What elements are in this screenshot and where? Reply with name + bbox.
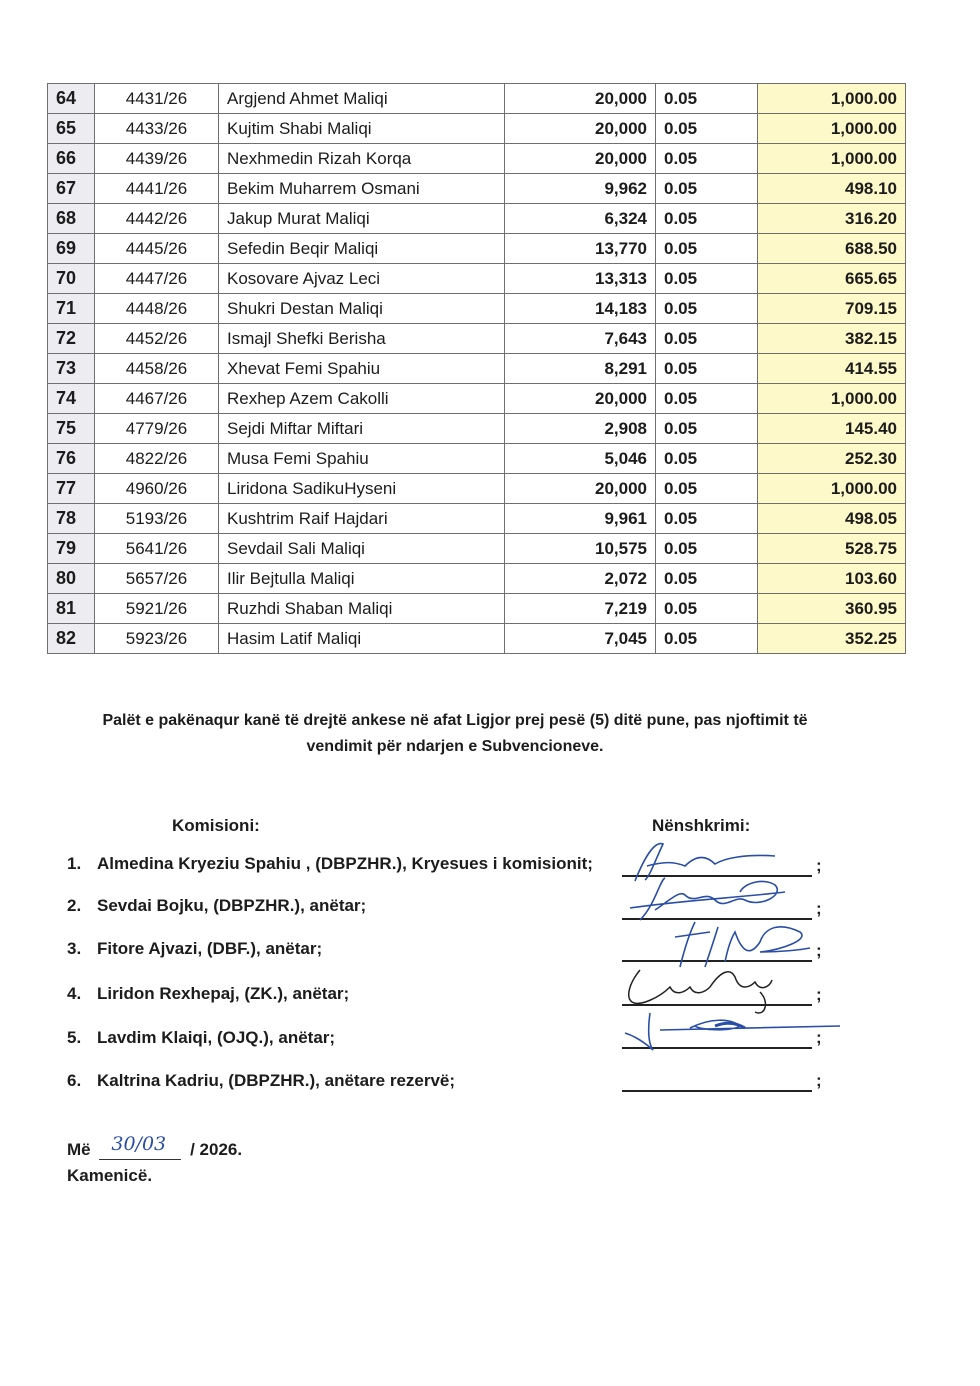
rate-cell: 0.05 bbox=[656, 594, 758, 624]
reference-cell: 4447/26 bbox=[95, 264, 219, 294]
area-cell: 2,072 bbox=[505, 564, 656, 594]
table-row bbox=[48, 384, 906, 414]
rate-cell: 0.05 bbox=[656, 324, 758, 354]
row-number: 80 bbox=[48, 564, 95, 594]
table-row bbox=[48, 264, 906, 294]
area-cell: 14,183 bbox=[505, 294, 656, 324]
reference-cell: 4431/26 bbox=[95, 84, 219, 114]
member-number: 4. bbox=[67, 984, 82, 1003]
rate-cell: 0.05 bbox=[656, 624, 758, 654]
date-handwritten: 30/03 bbox=[111, 1133, 167, 1155]
signature-semicolon: ; bbox=[816, 1071, 822, 1090]
reference-cell: 4448/26 bbox=[95, 294, 219, 324]
name-cell: Ruzhdi Shaban Maliqi bbox=[219, 594, 505, 624]
row-number: 72 bbox=[48, 324, 95, 354]
amount-cell: 1,000.00 bbox=[758, 114, 906, 144]
date-suffix: / 2026. bbox=[190, 1140, 243, 1159]
amount-cell: 1,000.00 bbox=[758, 144, 906, 174]
signature-semicolon: ; bbox=[816, 1028, 822, 1047]
table-row bbox=[48, 174, 906, 204]
area-cell: 10,575 bbox=[505, 534, 656, 564]
amount-cell: 145.40 bbox=[758, 414, 906, 444]
name-cell: Kushtrim Raif Hajdari bbox=[219, 504, 505, 534]
area-cell: 20,000 bbox=[505, 114, 656, 144]
rate-cell: 0.05 bbox=[656, 264, 758, 294]
reference-cell: 4442/26 bbox=[95, 204, 219, 234]
commission-member-4 bbox=[67, 984, 349, 1004]
area-cell: 7,219 bbox=[505, 594, 656, 624]
amount-cell: 709.15 bbox=[758, 294, 906, 324]
area-cell: 6,324 bbox=[505, 204, 656, 234]
rate-cell: 0.05 bbox=[656, 174, 758, 204]
reference-cell: 4822/26 bbox=[95, 444, 219, 474]
commission-member-1 bbox=[67, 854, 593, 874]
rate-cell: 0.05 bbox=[656, 204, 758, 234]
table-row bbox=[48, 294, 906, 324]
area-cell: 20,000 bbox=[505, 144, 656, 174]
name-cell: Kujtim Shabi Maliqi bbox=[219, 114, 505, 144]
row-number: 64 bbox=[48, 84, 95, 114]
name-cell: Musa Femi Spahiu bbox=[219, 444, 505, 474]
row-number: 70 bbox=[48, 264, 95, 294]
table-row bbox=[48, 234, 906, 264]
area-cell: 20,000 bbox=[505, 384, 656, 414]
name-cell: Sejdi Miftar Miftari bbox=[219, 414, 505, 444]
rate-cell: 0.05 bbox=[656, 384, 758, 414]
reference-cell: 5641/26 bbox=[95, 534, 219, 564]
table-row bbox=[48, 534, 906, 564]
reference-cell: 4467/26 bbox=[95, 384, 219, 414]
reference-cell: 4433/26 bbox=[95, 114, 219, 144]
reference-cell: 4445/26 bbox=[95, 234, 219, 264]
commission-title: Komisioni: bbox=[172, 816, 260, 835]
signature-semicolon: ; bbox=[816, 899, 822, 918]
member-number: 6. bbox=[67, 1071, 82, 1090]
member-text: Kaltrina Kadriu, (DBPZHR.), anëtare rezervë; bbox=[97, 1071, 456, 1090]
rate-cell: 0.05 bbox=[656, 234, 758, 264]
name-cell: Jakup Murat Maliqi bbox=[219, 204, 505, 234]
area-cell: 9,962 bbox=[505, 174, 656, 204]
table-row bbox=[48, 444, 906, 474]
date-blank bbox=[99, 1133, 181, 1160]
table-row bbox=[48, 474, 906, 504]
table-row bbox=[48, 414, 906, 444]
table-row bbox=[48, 594, 906, 624]
amount-cell: 1,000.00 bbox=[758, 84, 906, 114]
reference-cell: 4779/26 bbox=[95, 414, 219, 444]
appeal-notice bbox=[60, 708, 850, 760]
member-number: 3. bbox=[67, 939, 82, 958]
name-cell: Sevdail Sali Maliqi bbox=[219, 534, 505, 564]
amount-cell: 316.20 bbox=[758, 204, 906, 234]
area-cell: 7,045 bbox=[505, 624, 656, 654]
amount-cell: 1,000.00 bbox=[758, 384, 906, 414]
amount-cell: 688.50 bbox=[758, 234, 906, 264]
notice-line-2: vendimit për ndarjen e Subvencioneve. bbox=[306, 738, 604, 755]
name-cell: Ismajl Shefki Berisha bbox=[219, 324, 505, 354]
table-row bbox=[48, 354, 906, 384]
reference-cell: 4439/26 bbox=[95, 144, 219, 174]
rate-cell: 0.05 bbox=[656, 504, 758, 534]
name-cell: Bekim Muharrem Osmani bbox=[219, 174, 505, 204]
area-cell: 9,961 bbox=[505, 504, 656, 534]
row-number: 77 bbox=[48, 474, 95, 504]
area-cell: 8,291 bbox=[505, 354, 656, 384]
member-text: Sevdai Bojku, (DBPZHR.), anëtar; bbox=[97, 896, 367, 915]
amount-cell: 498.10 bbox=[758, 174, 906, 204]
row-number: 79 bbox=[48, 534, 95, 564]
row-number: 74 bbox=[48, 384, 95, 414]
commission-member-5 bbox=[67, 1028, 335, 1048]
signature-title: Nënshkrimi: bbox=[652, 816, 751, 835]
table-row bbox=[48, 204, 906, 234]
row-number: 76 bbox=[48, 444, 95, 474]
commission-member-3 bbox=[67, 939, 322, 959]
table-row bbox=[48, 624, 906, 654]
amount-cell: 1,000.00 bbox=[758, 474, 906, 504]
signature-5 bbox=[620, 1008, 850, 1063]
area-cell: 20,000 bbox=[505, 84, 656, 114]
rate-cell: 0.05 bbox=[656, 144, 758, 174]
reference-cell: 5923/26 bbox=[95, 624, 219, 654]
reference-cell: 4441/26 bbox=[95, 174, 219, 204]
area-cell: 13,770 bbox=[505, 234, 656, 264]
name-cell: Xhevat Femi Spahiu bbox=[219, 354, 505, 384]
name-cell: Hasim Latif Maliqi bbox=[219, 624, 505, 654]
member-number: 5. bbox=[67, 1028, 82, 1047]
amount-cell: 352.25 bbox=[758, 624, 906, 654]
reference-cell: 4960/26 bbox=[95, 474, 219, 504]
amount-cell: 414.55 bbox=[758, 354, 906, 384]
area-cell: 20,000 bbox=[505, 474, 656, 504]
signature-semicolon: ; bbox=[816, 941, 822, 960]
amount-cell: 382.15 bbox=[758, 324, 906, 354]
row-number: 66 bbox=[48, 144, 95, 174]
row-number: 75 bbox=[48, 414, 95, 444]
name-cell: Nexhmedin Rizah Korqa bbox=[219, 144, 505, 174]
rate-cell: 0.05 bbox=[656, 564, 758, 594]
name-cell: Shukri Destan Maliqi bbox=[219, 294, 505, 324]
rate-cell: 0.05 bbox=[656, 84, 758, 114]
member-text: Fitore Ajvazi, (DBF.), anëtar; bbox=[97, 939, 323, 958]
rate-cell: 0.05 bbox=[656, 114, 758, 144]
name-cell: Kosovare Ajvaz Leci bbox=[219, 264, 505, 294]
amount-cell: 360.95 bbox=[758, 594, 906, 624]
member-text: Liridon Rexhepaj, (ZK.), anëtar; bbox=[97, 984, 350, 1003]
member-number: 1. bbox=[67, 854, 82, 873]
reference-cell: 5921/26 bbox=[95, 594, 219, 624]
row-number: 65 bbox=[48, 114, 95, 144]
name-cell: Liridona SadikuHyseni bbox=[219, 474, 505, 504]
area-cell: 13,313 bbox=[505, 264, 656, 294]
name-cell: Sefedin Beqir Maliqi bbox=[219, 234, 505, 264]
name-cell: Ilir Bejtulla Maliqi bbox=[219, 564, 505, 594]
amount-cell: 665.65 bbox=[758, 264, 906, 294]
row-number: 78 bbox=[48, 504, 95, 534]
row-number: 67 bbox=[48, 174, 95, 204]
signature-semicolon: ; bbox=[816, 985, 822, 1004]
row-number: 81 bbox=[48, 594, 95, 624]
row-number: 71 bbox=[48, 294, 95, 324]
member-text: Almedina Kryeziu Spahiu , (DBPZHR.), Kryesues i komisionit; bbox=[97, 854, 593, 873]
area-cell: 2,908 bbox=[505, 414, 656, 444]
row-number: 68 bbox=[48, 204, 95, 234]
rate-cell: 0.05 bbox=[656, 294, 758, 324]
reference-cell: 4458/26 bbox=[95, 354, 219, 384]
signature-semicolon: ; bbox=[816, 856, 822, 875]
table-row bbox=[48, 144, 906, 174]
table-row bbox=[48, 564, 906, 594]
table-row bbox=[48, 84, 906, 114]
place-name: Kamenicë. bbox=[67, 1166, 153, 1185]
name-cell: Rexhep Azem Cakolli bbox=[219, 384, 505, 414]
rate-cell: 0.05 bbox=[656, 474, 758, 504]
row-number: 82 bbox=[48, 624, 95, 654]
commission-member-6 bbox=[67, 1071, 455, 1091]
table-row bbox=[48, 504, 906, 534]
row-number: 69 bbox=[48, 234, 95, 264]
member-number: 2. bbox=[67, 896, 82, 915]
reference-cell: 4452/26 bbox=[95, 324, 219, 354]
amount-cell: 528.75 bbox=[758, 534, 906, 564]
signature-scribble-icon bbox=[620, 1008, 850, 1058]
name-cell: Argjend Ahmet Maliqi bbox=[219, 84, 505, 114]
amount-cell: 498.05 bbox=[758, 504, 906, 534]
date-row bbox=[67, 1133, 243, 1160]
reference-cell: 5657/26 bbox=[95, 564, 219, 594]
subsidy-table bbox=[47, 83, 906, 654]
date-prefix: Më bbox=[67, 1140, 91, 1159]
table-row bbox=[48, 324, 906, 354]
area-cell: 5,046 bbox=[505, 444, 656, 474]
signature-line-6 bbox=[622, 1090, 812, 1092]
area-cell: 7,643 bbox=[505, 324, 656, 354]
notice-line-1: Palët e pakënaqur kanë të drejtë ankese në afat Ligjor prej pesë (5) ditë pune, pas njoftimit të bbox=[102, 712, 808, 729]
amount-cell: 103.60 bbox=[758, 564, 906, 594]
rate-cell: 0.05 bbox=[656, 534, 758, 564]
member-text: Lavdim Klaiqi, (OJQ.), anëtar; bbox=[97, 1028, 336, 1047]
commission-member-2 bbox=[67, 896, 366, 916]
reference-cell: 5193/26 bbox=[95, 504, 219, 534]
amount-cell: 252.30 bbox=[758, 444, 906, 474]
rate-cell: 0.05 bbox=[656, 414, 758, 444]
table-row bbox=[48, 114, 906, 144]
row-number: 73 bbox=[48, 354, 95, 384]
rate-cell: 0.05 bbox=[656, 444, 758, 474]
rate-cell: 0.05 bbox=[656, 354, 758, 384]
